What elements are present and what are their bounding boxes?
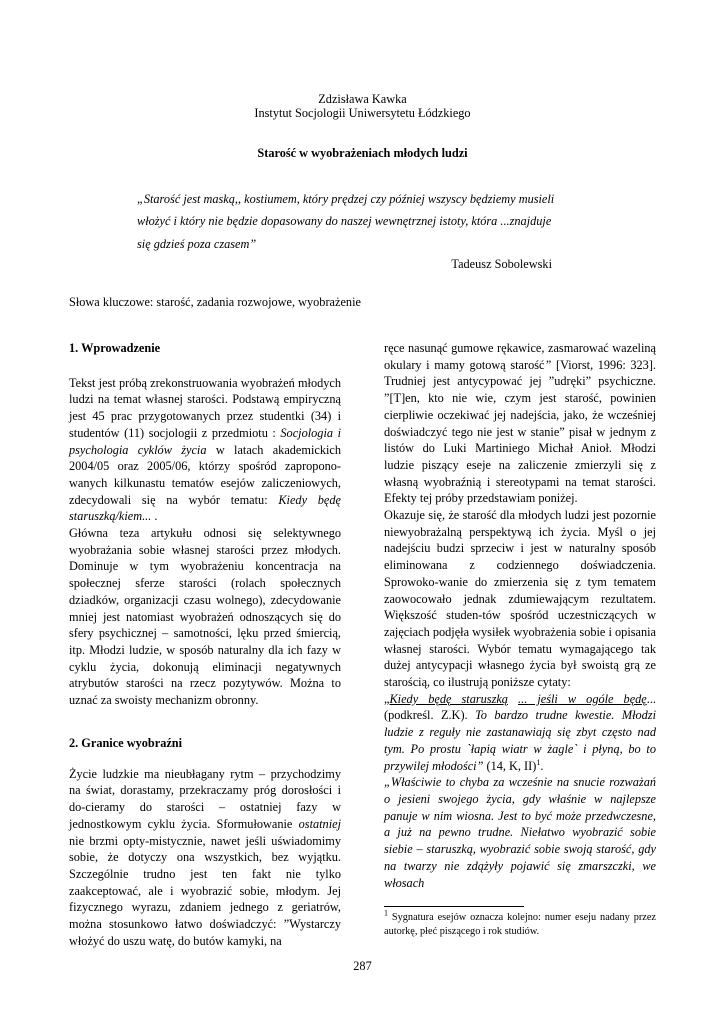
paper-title: Starość w wyobrażeniach młodych ludzi xyxy=(257,146,468,160)
section-2-heading: 2. Granice wyobraźni xyxy=(69,736,183,750)
keywords: Słowa kluczowe: starość, zadania rozwojowe, wyobrażenie xyxy=(69,295,361,309)
right-paragraph-1: ręce nasunąć gumowe rękawice, zasmarować wazeliną okulary i mamy gotową starość” [Viorst, 1996: 323]. Trudniej jest antycypować jej ”udręki” psychiczne. ”[T]en, kto nie wie, czym jest starość, powinien cierpliwie oczekiwać jej nadejścia, jako, że wcześniej doświadczyć tego nie jest w stanie” pisał w jednym z listów do Luki Martiniego Michał Anioł. Młodzi ludzie piszący eseje na zaliczenie zmierzyli się z własną wyobraźnią i stereotypami na temat starości. Efekty tej próby przedstawiam poniżej. xyxy=(384,341,656,506)
page-number: 287 xyxy=(353,959,372,973)
left-column xyxy=(69,340,341,709)
section-1-heading: 1. Wprowadzenie xyxy=(69,341,161,355)
quote-2: „Właściwie to chyba za wcześnie na snucie rozważań o jesieni swojego życia, gdy właśnie w najlepsze panuje w nim wiosna. Jest to być może przedwczesne, a już na pewno trudne. Niełatwo wyobrazić sobie siebie – staruszką, wyobrazić sobie swoją starość, gdy na twarzy nie zdążyły pojawić się zmarszczki, we włosach xyxy=(384,775,656,890)
quote-1: „Kiedy będę staruszką ... jeśli w ogóle będę...(podkreśl. Z.K). To bardzo trudne kwestie. Młodzi ludzie z reguły nie zastanawiają się zbyt często nad tym. Po prostu `łapią wiatr w żagle` i płyną, bo to przywilej młodości” (14, K, II)$^1$. xyxy=(384,691,657,773)
footnote: $^1$ Sygnatura esejów oznacza kolejno: numer eseju nadany przez autorkę, płeć piszącego i rok studiów. xyxy=(384,908,656,937)
left-column-section-2 xyxy=(69,735,341,949)
epigraph-author: Tadeusz Sobolewski xyxy=(451,257,552,271)
author-name: Zdzisława Kawka xyxy=(318,92,407,106)
epigraph-quote: „Starość jest maską,, kostiumem, który prędzej czy później wszyscy będziemy musieli włożyć i który nie będzie dopasowany do naszej wewnętrznej istoty, która ...znajduje się gdzieś poza czasem” xyxy=(137,192,555,251)
section-1-paragraph-2: Główna teza artykułu odnosi się selektywnego wyobrażania sobie własnej starości przez młodych. Dominuje w tym wyobrażeniu koncentracja na społecznej sferze starości (rolach społecznych dziadków, organizacji czasu wolnego), zdecydowanie mniej jest natomiast wyobrażeń odnoszących się do sfery psychicznej – samotności, lęku przed śmiercią, itp. Młodzi ludzie, w sposób naturalny dla ich fazy w cyklu życia, dokonują eliminacji negatywnych atrybutów starości na rzecz pozytywów. Można to uznać za swoisty mechanizm obronny. xyxy=(69,526,341,708)
author-institution: Instytut Socjologii Uniwersytetu Łódzkiego xyxy=(254,106,471,120)
right-column xyxy=(384,340,656,891)
section-1-paragraph-1: Tekst jest próbą zrekonstruowania wyobrażeń młodych ludzi na temat własnej starości. Podstawą empiryczną jest 45 prac przygotowanych przez studentki (34) i studentów (11) socjologii z przedmiotu : Socjologia i psychologia cyklów życia w latach akademickich 2004/05 oraz 2005/06, którzy spośród zapropono-wanych kilkunastu tematów esejów zaliczeniowych, zdecydowali się na wybór tematu: Kiedy będę staruszką/kiem... . xyxy=(69,375,341,524)
right-paragraph-2: Okazuje się, że starość dla młodych ludzi jest pozornie niewyobrażalną perspektywą ich życia. Myśl o jej nadejściu budzi sprzeciw i jest w naturalny sposób eliminowana z codziennego doświadczenia. Sprowoko-wanie do zmierzenia się z tym tematem zaowocowało jednak zdumiewającym rezultatem. Większość studen-tów spośród uczestniczących w zajęciach podjęła wysiłek wyobrażenia sobie i opisania własnej starości. Wybór tematu wymagającego tak dużej antycypacji własnego życia był swoistą grą ze starością, co ilustrują poniższe cytaty: xyxy=(384,508,656,690)
footnote-separator xyxy=(384,906,524,907)
section-2-paragraph-1: Życie ludzkie ma nieubłagany rytm – przychodzimy na świat, dorastamy, przekraczamy próg dorosłości i do-cieramy do starości – ostatniej fazy w jednostkowym cyklu życia. Sformułowanie ostatniej nie brzmi opty-mistycznie, nawet jeśli uświadomimy sobie, że dotyczy ona wszystkich, bez wyjątku. Szczególnie trudno jest ten fakt nie tylko zaakceptować, ale i wyobrazić sobie, młodym. Jej fizycznego wyrazu, zdaniem jednego z geriatrów, można stosunkowo łatwo doświadczyć: ”Wystarczy włożyć do uszu watę, do butów kamyki, na xyxy=(69,766,341,948)
